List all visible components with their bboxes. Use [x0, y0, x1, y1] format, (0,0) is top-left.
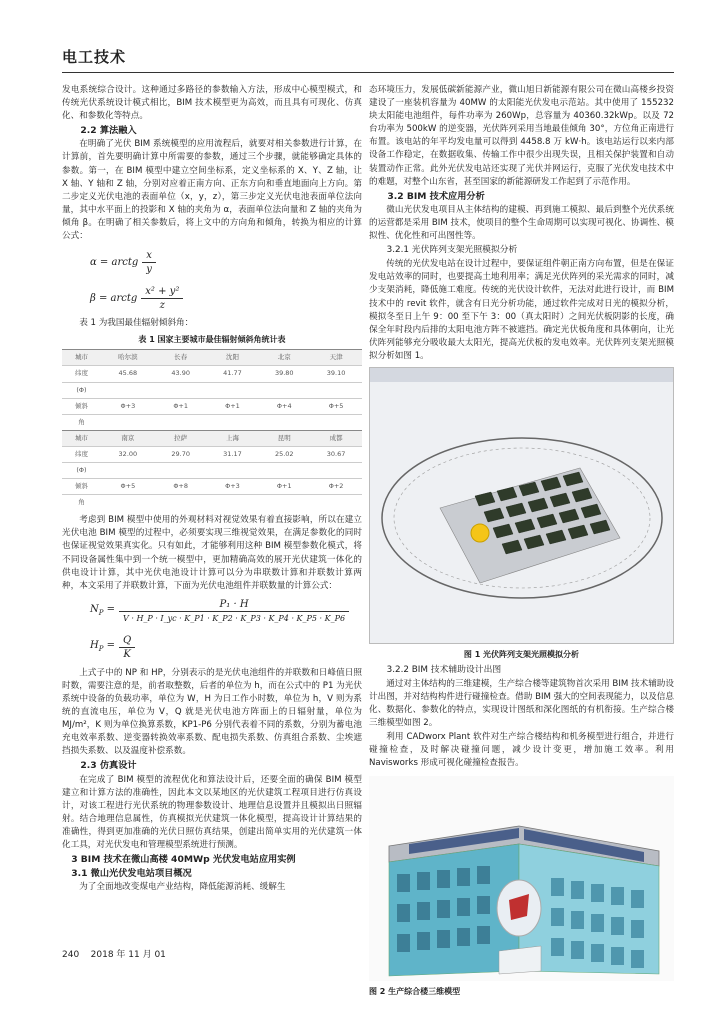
window [611, 917, 624, 935]
window [477, 866, 490, 884]
table-cell: 30.67 [310, 446, 362, 462]
table-cell: Φ+2 [310, 479, 362, 495]
table-cell: 41.77 [207, 366, 259, 382]
table-cell: 沈阳 [207, 350, 259, 366]
window [591, 914, 604, 932]
table-row [62, 398, 362, 414]
window [551, 938, 564, 956]
table-cell [155, 382, 207, 398]
table-cell: Φ+5 [310, 398, 362, 414]
window [571, 881, 584, 899]
table-cell: 43.90 [155, 366, 207, 382]
window [397, 934, 410, 952]
formula-lhs: α = arctg [90, 256, 139, 268]
formula-lhs: $H_P$ = [90, 640, 116, 654]
paragraph: 微山光伏发电项目从主体结构的建模、再到施工模拟、最后到整个光伏系统的运营都是采用 BIM 技术，使项目的整个生命周期可以实现可视化、协调性、模拟性、优化性和可出图性等。 [369, 204, 674, 242]
window [437, 870, 450, 888]
window [551, 878, 564, 896]
fraction [141, 285, 183, 312]
numerator: x² + y² [141, 285, 183, 299]
table-cell [310, 495, 362, 511]
table-cell: 昆明 [258, 430, 310, 446]
table-row [62, 462, 362, 478]
table-cell: 倾斜 [62, 398, 101, 414]
table-cell [101, 462, 155, 478]
page-number: 240 [62, 950, 80, 960]
formula-beta [90, 281, 362, 315]
table-cell: 39.10 [310, 366, 362, 382]
window [571, 941, 584, 959]
window [571, 911, 584, 929]
table-cell [207, 462, 259, 478]
table-cell: 北京 [258, 350, 310, 366]
window [631, 890, 644, 908]
table-cell [155, 414, 207, 430]
denominator: V · H_P · I_yc · K_P1 · K_P2 · K_P3 · K_P4 · K_P5 · K_P6 [123, 614, 346, 624]
window [397, 874, 410, 892]
table-row [62, 366, 362, 382]
figure-building-model [369, 776, 674, 981]
paragraph: 态环境压力，发展低碳新能源产业，微山旭日新能源有限公司在微山高楼乡投资建设了一座装机容量为 40MW 的太阳能光伏发电示范站。其中使用了 155232 块太阳能电池组件，每件功率为 260Wp，总容量为 40360.32kWp。以及 72 台功率为 500kW 的逆变器，光伏阵列采用当地最佳倾角 30°，方位角正南进行布置。该电站的年平均发电量可以得到 4458.8 万 kW·h。该电站运行以来内部设备工作稳定，在数据收集、传输工作中很少出现失误，且相关保护装置和自动装置动作正常。此外光伏发电站还实现了光伏并网运行，克服了光伏发电技术中的难题，对整个山东省，甚至国家的新能源研发工作起到了示范作用。 [369, 85, 674, 187]
window [457, 928, 470, 946]
window [591, 944, 604, 962]
window [437, 900, 450, 918]
table-cell: Φ+3 [207, 479, 259, 495]
table-cell: 城市 [62, 430, 101, 446]
paragraph: 表 1 为我国最佳辐射倾斜角： [79, 318, 194, 329]
window [611, 947, 624, 965]
table-cell [101, 382, 155, 398]
entrance-door [499, 946, 541, 974]
section-heading-3-2: 3.2 BIM 技术应用分析 [387, 190, 485, 202]
table-cell: 长春 [155, 350, 207, 366]
table-row [62, 495, 362, 511]
issue-date: 2018 年 11 月 01 [90, 950, 166, 960]
table-cell [207, 382, 259, 398]
table-cell: 城市 [62, 350, 101, 366]
formula-hp [90, 631, 362, 665]
table-cell: 25.02 [258, 446, 310, 462]
formula-np [90, 595, 362, 629]
table-cell: Φ+1 [258, 479, 310, 495]
toolbar-strip [370, 368, 674, 382]
table-cell: 45.68 [101, 366, 155, 382]
table-row [62, 350, 362, 366]
window [457, 898, 470, 916]
page-footer [62, 947, 166, 960]
window [591, 884, 604, 902]
section-heading-2-3: 2.3 仿真设计 [80, 760, 137, 772]
window [611, 887, 624, 905]
numerator: P₁ · H [119, 598, 349, 612]
denominator: z [159, 299, 165, 311]
table-cell: Φ+1 [207, 398, 259, 414]
table-cell: 哈尔滨 [101, 350, 155, 366]
table-cell: (Φ) [62, 462, 101, 478]
building-render [369, 776, 674, 981]
table-cell: (Φ) [62, 382, 101, 398]
journal-title: 电工技术 [62, 48, 127, 66]
table-cell: 角 [62, 414, 101, 430]
denominator: K [123, 649, 131, 661]
window [477, 896, 490, 914]
table-cell [310, 462, 362, 478]
figure-pv-array-sunlight [369, 367, 674, 644]
table-row [62, 479, 362, 495]
formula-var: N [90, 604, 99, 616]
window [417, 902, 430, 920]
figure-2-caption: 图 2 生产综合楼三维模型 [369, 986, 461, 996]
table-cell: 角 [62, 495, 101, 511]
table-cell [258, 462, 310, 478]
fraction [119, 634, 135, 661]
window [397, 904, 410, 922]
table-cell [258, 495, 310, 511]
window [457, 868, 470, 886]
numerator: x [142, 249, 156, 263]
tilt-angle-table [62, 349, 362, 510]
table-cell [258, 382, 310, 398]
table-cell: 39.80 [258, 366, 310, 382]
section-heading-3-2-2: 3.2.2 BIM 技术辅助设计出图 [386, 665, 502, 676]
table-cell: 29.70 [155, 446, 207, 462]
table-cell: Φ+4 [258, 398, 310, 414]
paragraph: 传统的光伏发电站在设计过程中，要保证组件朝正南方向布置，但是在保证发电站效率的同时，也要提高土地利用率；满足光伏阵列的采光需求的同时，减少支架消耗，降低施工难度。传统的光伏设计软件，无法对此进行设计，而 BIM 技术中的 revit 软件，就含有日光分析功能，通过软件完成对日光的模拟分析，模拟冬至日上午 9：00 至下午 3：00（真太阳时）之间光伏板阴影的长度，确保全年时段内后排的太阳电池方阵不被遮挡。确定光伏板角度和具体朝向，让光伏阵列能够充分吸收最大太阳光，提高光伏板的发电效率。光伏阵列支架光照模拟分析如图 1。 [369, 259, 674, 361]
section-heading-3: 3 BIM 技术在微山高楼 40MWp 光伏发电站应用实例 [71, 854, 296, 866]
window [631, 950, 644, 968]
table-cell [155, 462, 207, 478]
paragraph: 为了全面地改变煤电产业结构，降低能源消耗、缓解生 [79, 882, 286, 893]
right-column [369, 84, 674, 1001]
table-cell: Φ+1 [155, 398, 207, 414]
table-cell: 上海 [207, 430, 259, 446]
table-cell [207, 414, 259, 430]
table-row [62, 446, 362, 462]
table-cell [207, 495, 259, 511]
table-cell: Φ+8 [155, 479, 207, 495]
section-heading-3-1: 3.1 微山光伏发电站项目概况 [71, 868, 192, 880]
table-cell: 倾斜 [62, 479, 101, 495]
table-cell [310, 414, 362, 430]
table-cell: 32.00 [101, 446, 155, 462]
table-row [62, 430, 362, 446]
table-cell: 纬度 [62, 446, 101, 462]
denominator: y [146, 263, 152, 275]
figure-1-caption: 图 1 光伏阵列支架光照模拟分析 [463, 649, 580, 659]
pv-array-render [370, 368, 674, 643]
paragraph: 发电系统综合设计。这种通过多路径的参数输入方法，形成中心模型模式，和传统光伏系统设计模式相比，BIM 技术模型更为高效，而且具有可现化、仿真化、和参数化等特点。 [62, 85, 362, 122]
paragraph: 在完成了 BIM 模型的流程优化和算法设计后，还要全面的确保 BIM 模型建立和计算方法的准确性，因此本文以某地区的光伏建筑工程项目进行仿真设计，对该工程进行光伏系统的物理参数设计、地理信息设置并且模拟出日照辐射。结合地理信息属性，仿真模拟光伏建筑一体化模型，提高设计计算结果的准确性，得到更加准确的光伏日照仿真结果，创建出简单实用的光伏建筑一体化工具，对光伏发电和管理模型系统进行预测。 [62, 774, 362, 851]
formula-lhs: $N_P$ = [90, 604, 116, 618]
formula-var: H [90, 640, 99, 652]
window [477, 926, 490, 944]
paragraph: 通过对主体结构的三维建模，生产综合楼等建筑物首次采用 BIM 技术辅助设计出图，并对结构构件进行碰撞检查。借助 BIM 强大的空间表现能力，以及信息化、数据化、参数化的特点，实现设计图纸和深化图纸的有机衔接。生产综合楼三维模型如图 2。 [369, 679, 674, 729]
table-cell: 纬度 [62, 366, 101, 382]
section-heading-2-2: 2.2 算法融入 [80, 125, 137, 137]
window [417, 872, 430, 890]
sun-icon [471, 524, 489, 542]
numerator: Q [119, 634, 135, 648]
fraction [142, 249, 156, 276]
paragraph: 利用 CADworx Plant 软件对生产综合楼结构和机务模型进行组合，并进行碰撞检查，及时解决碰撞问题，减少设计变更，增加施工效率。利用 Navisworks 形成可视化碰撞检查报告。 [369, 731, 674, 768]
table-cell [258, 414, 310, 430]
formula-lhs: β = arctg [90, 292, 138, 304]
table-row [62, 382, 362, 398]
paragraph: 在明确了光伏 BIM 系统模型的应用流程后，就要对相关参数进行计算，在计算前，首先要明确计算中所需要的参数，通过三个步骤，就能够确定具体的参数。第一，在 BIM 模型中建立空间坐标系，定义坐标系的 X、Y、Z 轴，让 X 轴、Y 轴和 Z 轴，分别对应着正南方向、正东方向和垂直地面向上方向。第二步定义光伏电池的表面单位（x，y，z），第三步定义光伏电池表面单位法向量，其中水平面上的投影和 X 轴的夹角为 α，表面单位法向量和 Z 轴的夹角为倾角 β。在明确了相关参数后，将上文中的方向角和倾角，转换为相应的计算公式： [62, 139, 362, 242]
subscript: P [98, 609, 104, 618]
table-row [62, 414, 362, 430]
paragraph: 考虑到 BIM 模型中使用的外观材料对视觉效果有着直接影响，所以在建立光伏电池 BIM 模型的过程中，必须要实现三维视觉效果，在满足参数化的同时也保证视觉效果真实化。只有如此，才能够利用这种 BIM 模型参数化模式，将不同设备属性集中到一个统一模型中，更加精确高效的展开光伏建筑一体化的供电设计计算，其中光伏电池设计计算可以分为串联数计算和并联数计算两种，本文采用了并联数计算，下面为光伏电池组件并联数量的计算公式： [62, 515, 362, 591]
table-cell: 31.17 [207, 446, 259, 462]
table-cell [310, 382, 362, 398]
formula-alpha [90, 245, 362, 279]
table-cell: 天津 [310, 350, 362, 366]
header-rule [62, 72, 674, 73]
window [417, 932, 430, 950]
table-cell [155, 495, 207, 511]
table-cell [101, 495, 155, 511]
section-heading-3-2-1: 3.2.1 光伏阵列支架光照模拟分析 [386, 245, 518, 256]
table-cell: 拉萨 [155, 430, 207, 446]
window [551, 908, 564, 926]
left-column [62, 84, 362, 894]
table-cell: 成都 [310, 430, 362, 446]
table-cell: Φ+5 [101, 479, 155, 495]
paragraph: 上式子中的 NP 和 HP，分别表示的是光伏电池组件的并联数和日峰值日照时数，需要注意的是，前者取整数，后者的单位为 h，而在公式中的 P1 为光伏系统中设备的负载功率，单位为 W，H 为日工作小时数，单位为 h，V 则为系统的直流电压，单位为 V，Q 就是光伏电池方阵面上的日辐射量，单位为 MJ/m²，K 则为单位换算系数，KP1-P6 分别代表着不同的系数，分别为蓄电池充电效率系数、逆变器转换效率系数、配电损失系数、仿真组合系数、尘埃遮挡损失系数、以及温度补偿系数。 [62, 667, 362, 757]
window [437, 930, 450, 948]
subscript: P [98, 645, 104, 654]
table-cell: Φ+3 [101, 398, 155, 414]
window [631, 920, 644, 938]
table-cell: 南京 [101, 430, 155, 446]
table-cell [101, 414, 155, 430]
table-caption: 表 1 国家主要城市最佳辐射倾斜角统计表 [138, 335, 286, 345]
fraction [119, 598, 349, 625]
